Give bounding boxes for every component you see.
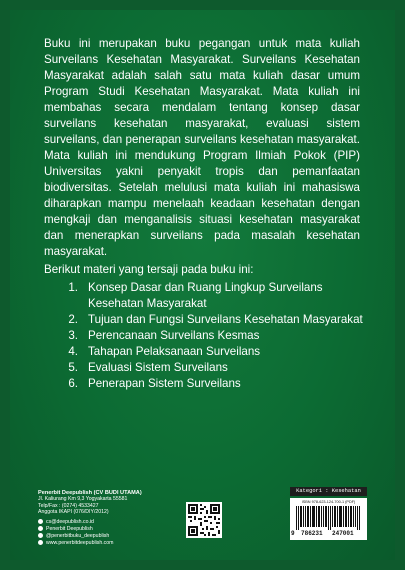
facebook-icon <box>38 526 43 531</box>
topic-number: 6. <box>68 377 78 390</box>
topic-text: Perencanaan Surveilans Kesmas <box>88 329 260 342</box>
contact-text: cs@deepublish.co.id <box>46 518 94 525</box>
topic-text: Konsep Dasar dan Ruang Lingkup Surveilans Kesehatan Masyarakat <box>88 281 323 310</box>
topic-number: 3. <box>68 329 78 342</box>
barcode-lead-digit: 9 <box>291 530 295 537</box>
contact-text: Penerbit Deepublish <box>46 525 93 532</box>
topic-text: Tujuan dan Fungsi Surveilans Kesehatan Masyarakat <box>88 313 363 326</box>
contact-website <box>38 540 188 546</box>
globe-icon <box>38 540 43 545</box>
instagram-icon <box>38 533 43 538</box>
topic-text: Tahapan Pelaksanaan Surveilans <box>88 345 261 358</box>
category-label: Kategori : Kesehatan <box>290 487 367 496</box>
contact-instagram <box>38 533 188 539</box>
barcode-right-digits: 247001 <box>332 530 354 537</box>
contact-text: www.penerbitdeepublish.com <box>46 539 114 546</box>
publisher-name: Penerbit Deepublish (CV BUDI UTAMA) <box>38 490 142 496</box>
topics-list <box>44 280 364 392</box>
isbn-text: ISBN 978-623-124-700-1 (PDF) <box>301 500 356 504</box>
book-description: Buku ini merupakan buku pegangan untuk mata kuliah Surveilans Kesehatan Masyarakat. Surveilans Kesehatan Masyarakat adalah salah satu mata kuliah dasar umum Program Studi Kesehatan Masyarakat. Mata kuliah ini membahas secara mendalam tentang konsep dasar surveilans kesehatan masyarakat, evaluasi sistem surveilans, dan penerapan surveilans kesehatan masyarakat. Mata kuliah ini mendukung Program Ilmiah Pokok (PIP) Universitas yakni penyakit tropis dan pemanfaatan biodiversitas. Setelah melulusi mata kuliah ini mahasiswa diharapkan mampu menelaah keadaan kesehatan dengan mengkaji dan menganalisis situasi kesehatan masyarakat dan menerapkan surveilans pada masalah kesehatan masyarakat. <box>44 37 360 258</box>
email-icon <box>38 519 43 524</box>
publisher-address: Jl. Kaliurang Km 9,3 Yogyakarta 55581 <box>38 496 128 503</box>
topic-number: 4. <box>68 345 78 358</box>
contact-text: @penerbitbuku_deepublish <box>46 532 110 539</box>
topic-number: 1. <box>68 281 78 294</box>
list-item <box>44 360 364 376</box>
publisher-info <box>38 490 188 546</box>
list-item <box>44 344 364 360</box>
barcode-left-digits: 786231 <box>301 530 323 537</box>
contact-facebook <box>38 526 188 532</box>
qr-code <box>186 502 222 538</box>
list-item <box>44 376 364 392</box>
barcode-bars <box>296 506 361 530</box>
barcode <box>290 498 367 540</box>
topic-number: 2. <box>68 313 78 326</box>
topic-text: Penerapan Sistem Surveilans <box>88 377 241 390</box>
contact-email <box>38 519 188 525</box>
publisher-ikapi: Anggota IKAPI (076/DIY/2012) <box>38 509 109 516</box>
list-item <box>44 312 364 328</box>
publisher-phone: Telp/Fax : (0274) 4533427 <box>38 502 99 509</box>
topic-number: 5. <box>68 361 78 374</box>
topics-intro: Berikut materi yang tersaji pada buku ini: <box>44 263 254 276</box>
topic-text: Evaluasi Sistem Surveilans <box>88 361 228 374</box>
list-item <box>44 328 364 344</box>
list-item <box>44 280 364 312</box>
